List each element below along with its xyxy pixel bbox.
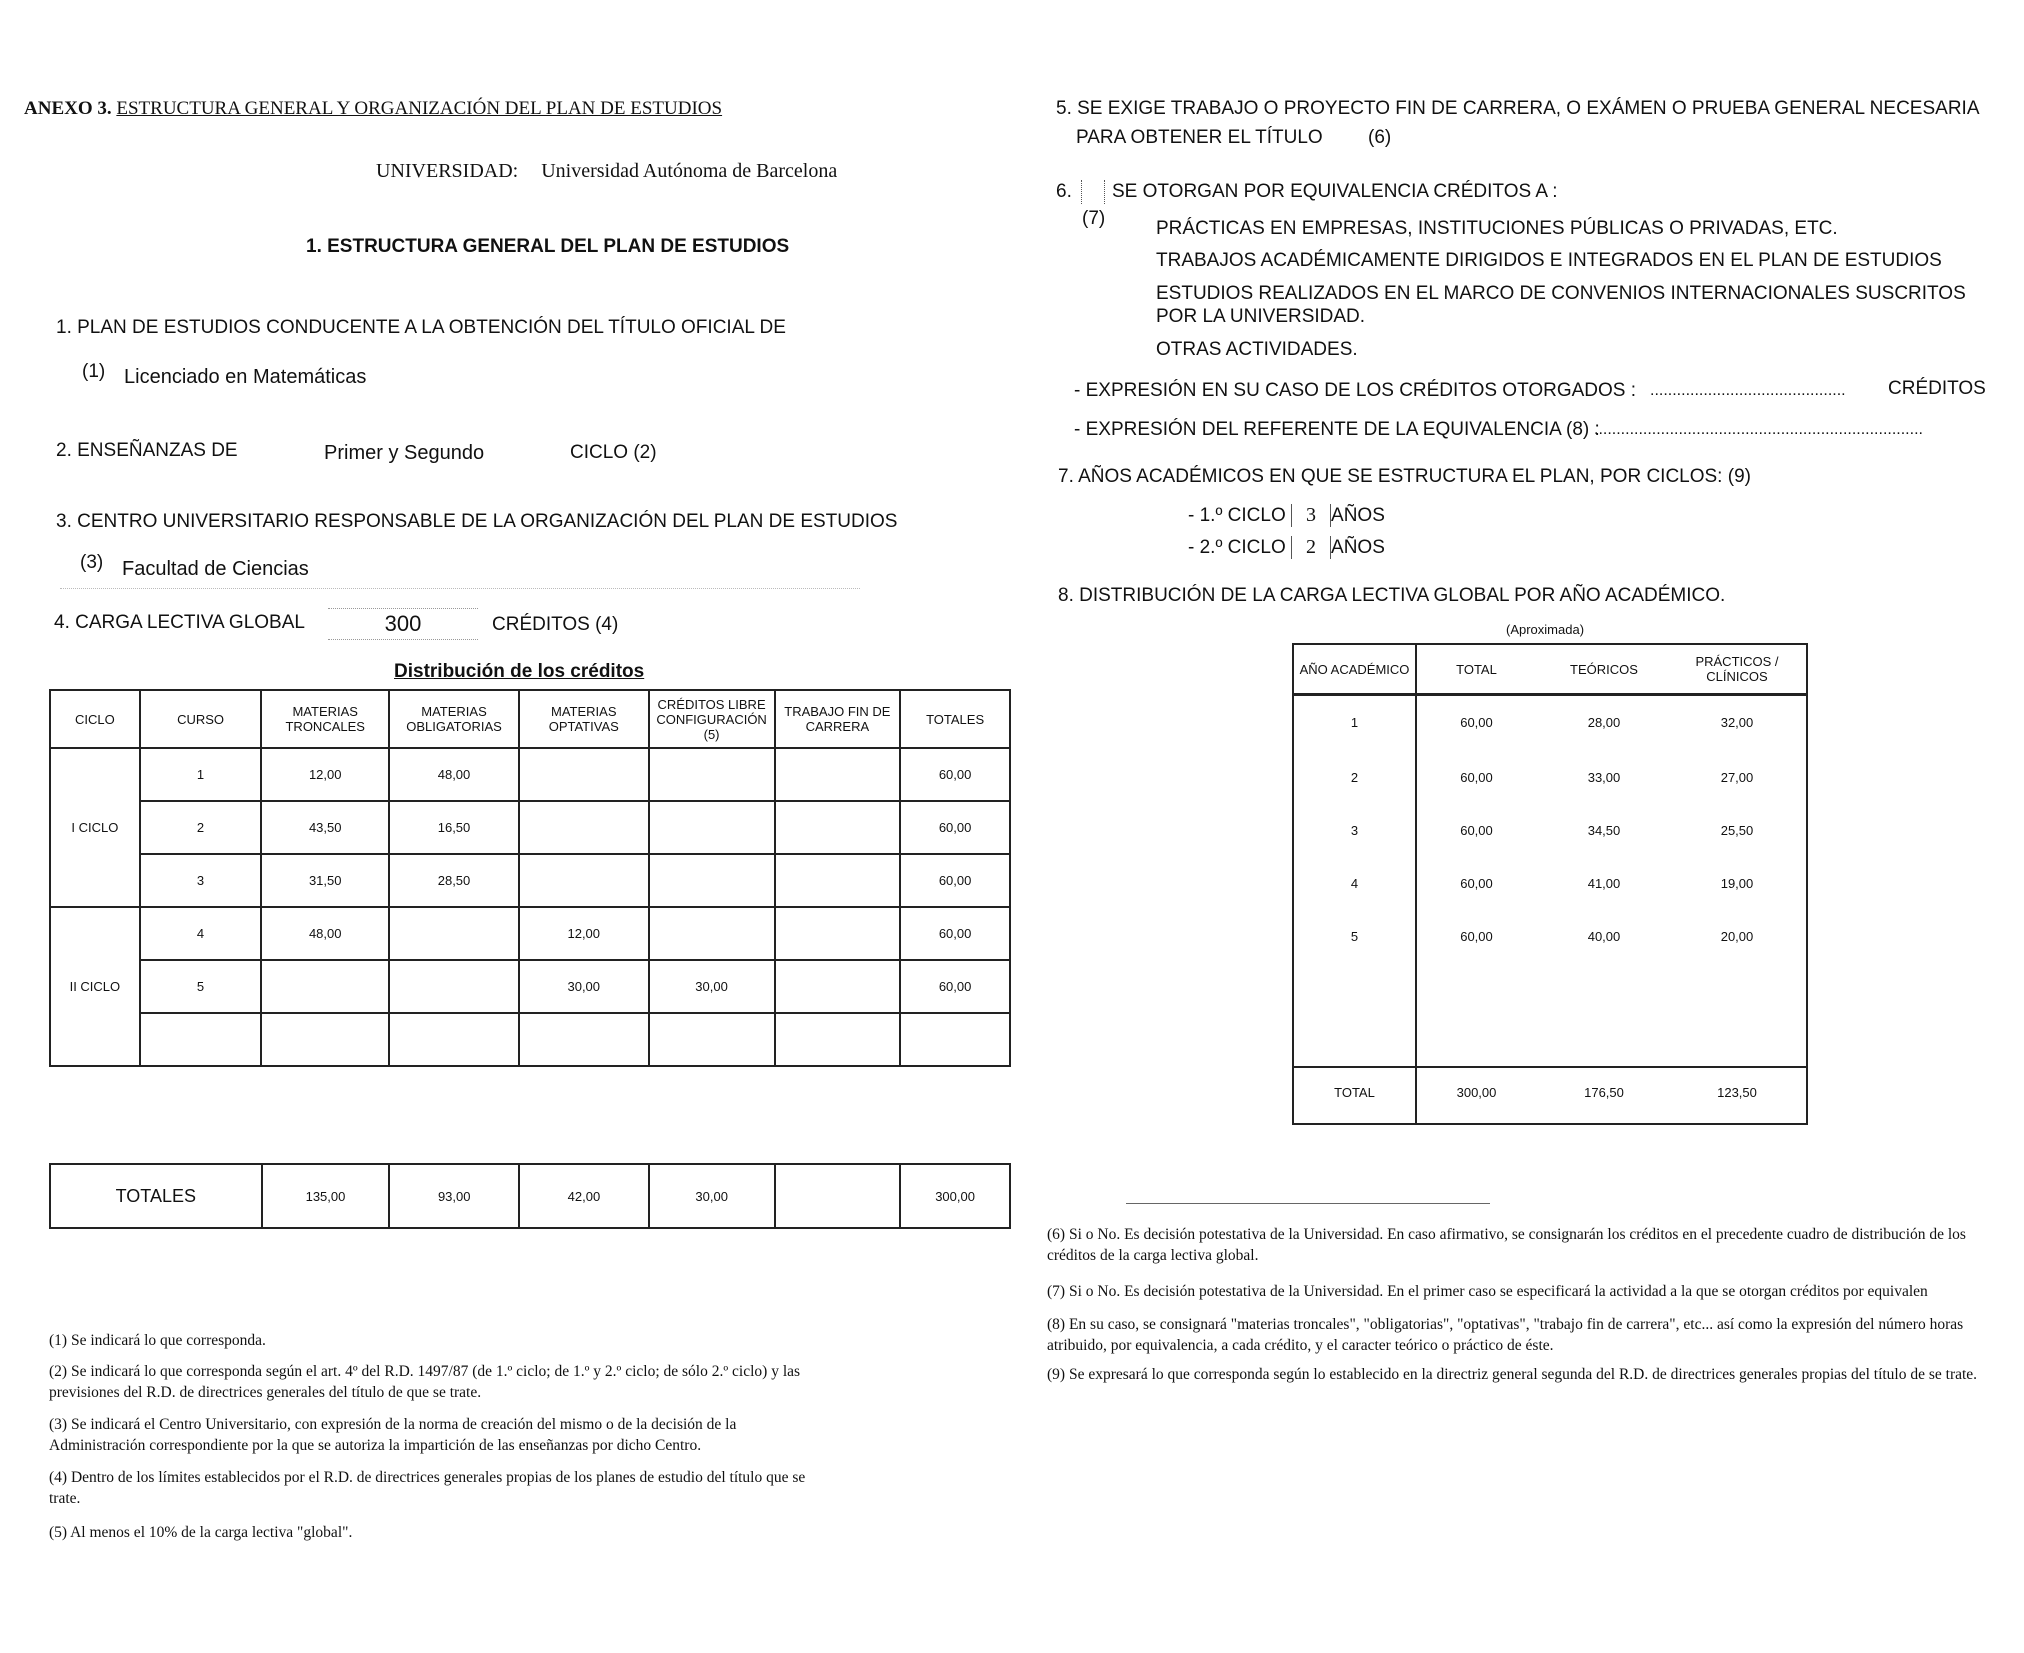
annex-prefix: ANEXO 3. [24, 98, 112, 119]
anio-cell: 3 [1350, 823, 1359, 838]
anio-header-row [1294, 645, 1804, 693]
table-row [1294, 804, 1804, 857]
totals-row [50, 1164, 1010, 1228]
trabajo-cell [775, 907, 901, 960]
item1-note: (1) [82, 361, 106, 382]
libre-cell [649, 907, 775, 960]
expr1-dots: ............................................ [1650, 382, 1846, 399]
anio-header-teoricos: TEÓRICOS [1570, 661, 1638, 677]
obligatorias-cell: 48,00 [389, 748, 519, 801]
ciclo1-value: 3 [1291, 504, 1331, 527]
libre-cell: 30,00 [649, 960, 775, 1013]
trabajo-cell [775, 748, 901, 801]
total-cell: 60,00 [1460, 929, 1493, 944]
teoricos-cell: 33,00 [1587, 770, 1621, 785]
teoricos-cell: 40,00 [1587, 929, 1621, 944]
option-otras: OTRAS ACTIVIDADES. [1156, 339, 1358, 360]
item5-line2: PARA OBTENER EL TÍTULO [1076, 127, 1323, 148]
libre-cell [649, 748, 775, 801]
optativas-cell: 12,00 [519, 907, 649, 960]
university-label: UNIVERSIDAD: [376, 160, 519, 182]
table-row [1294, 751, 1804, 804]
troncales-cell: 31,50 [261, 854, 389, 907]
totales-cell: 60,00 [900, 854, 1010, 907]
practicos-cell: 19,00 [1720, 876, 1754, 891]
trabajo-cell [775, 960, 901, 1013]
expr2-label: - EXPRESIÓN DEL REFERENTE DE LA EQUIVALENCIA (8) : [1074, 419, 1600, 440]
table-row [50, 748, 1010, 801]
curso-cell: 5 [140, 960, 262, 1013]
ciclo1-label: - 1.º CICLO [1188, 505, 1286, 526]
practicos-cell: 27,00 [1720, 770, 1754, 785]
section-title: 1. ESTRUCTURA GENERAL DEL PLAN DE ESTUDIOS [306, 236, 790, 257]
header-totales: TOTALES [900, 690, 1010, 748]
anio-cell: 4 [1350, 876, 1359, 891]
ciclo1-row [1188, 504, 1385, 527]
totals-totales: 300,00 [900, 1164, 1010, 1228]
totales-cell: 60,00 [900, 801, 1010, 854]
totals-label: TOTALES [50, 1164, 262, 1228]
table-row [50, 854, 1010, 907]
header-libre: CRÉDITOS LIBRE CONFIGURACIÓN (5) [649, 690, 775, 748]
troncales-cell: 43,50 [261, 801, 389, 854]
anio-table [1294, 645, 1804, 1119]
table-header-row [50, 690, 1010, 748]
anio-header-anio: AÑO ACADÉMICO [1299, 661, 1410, 677]
ciclo-1-cell: I CICLO [50, 748, 140, 907]
libre-cell [649, 801, 775, 854]
footnote-3: (3) Se indicará el Centro Universitario, con expresión de la norma de creación del mismo o de la decisión de la Administración correspondiente por la que se autoriza la impartición de las enseñanzas por dicho Centro. [49, 1416, 737, 1454]
item6-num: 6. [1056, 181, 1072, 202]
ciclo2-row [1188, 536, 1385, 559]
item3-note: (3) [80, 552, 104, 573]
option-estudios-2: POR LA UNIVERSIDAD. [1156, 306, 1366, 327]
libre-cell [649, 854, 775, 907]
university-line [376, 160, 837, 183]
item5-note: (6) [1368, 127, 1392, 148]
item2-value: Primer y Segundo [324, 442, 485, 464]
item3-value: Facultad de Ciencias [122, 558, 309, 580]
item2-suffix: CICLO (2) [570, 442, 657, 463]
teoricos-cell: 41,00 [1587, 876, 1621, 891]
troncales-cell [261, 960, 389, 1013]
anio-total-label: TOTAL [1334, 1084, 1375, 1100]
table-row [50, 801, 1010, 854]
totals-optativas: 42,00 [519, 1164, 649, 1228]
footnote-separator [1126, 1203, 1490, 1204]
totals-obligatorias: 93,00 [389, 1164, 519, 1228]
totals-troncales: 135,00 [262, 1164, 390, 1228]
anio-cell: 2 [1350, 770, 1359, 785]
annex-heading [24, 98, 722, 120]
item2-label: 2. ENSEÑANZAS DE [56, 440, 238, 461]
expr1-label: - EXPRESIÓN EN SU CASO DE LOS CRÉDITOS OTORGADOS : [1074, 380, 1637, 401]
totales-cell: 60,00 [900, 960, 1010, 1013]
distribution-table [49, 689, 1011, 1067]
header-obligatorias: MATERIAS OBLIGATORIAS [389, 690, 519, 748]
totals-table [49, 1163, 1011, 1229]
total-cell: 60,00 [1460, 876, 1493, 891]
obligatorias-cell: 28,50 [389, 854, 519, 907]
anio-cell: 5 [1350, 929, 1359, 944]
item1-value: Licenciado en Matemáticas [124, 366, 367, 388]
item6-text: SE OTORGAN POR EQUIVALENCIA CRÉDITOS A : [1112, 181, 1558, 202]
table-row [1294, 857, 1804, 910]
footnote-5: (5) Al menos el 10% de la carga lectiva "global". [49, 1524, 353, 1541]
table-row [1294, 693, 1804, 751]
option-practicas: PRÁCTICAS EN EMPRESAS, INSTITUCIONES PÚBLICAS O PRIVADAS, ETC. [1156, 218, 1838, 239]
curso-cell: 4 [140, 907, 262, 960]
table-row [1294, 910, 1804, 963]
teoricos-cell: 34,50 [1587, 823, 1621, 838]
table-row [50, 960, 1010, 1013]
option-estudios: ESTUDIOS REALIZADOS EN EL MARCO DE CONVENIOS INTERNACIONALES SUSCRITOS [1156, 283, 1966, 304]
total-cell: 60,00 [1460, 714, 1493, 730]
item1-text: 1. PLAN DE ESTUDIOS CONDUCENTE A LA OBTENCIÓN DEL TÍTULO OFICIAL DE [56, 317, 786, 338]
total-cell: 60,00 [1460, 770, 1493, 785]
expr2-dots: .......................................................................... [1594, 421, 1923, 438]
obligatorias-cell [389, 907, 519, 960]
anio-total-row [1294, 1065, 1804, 1119]
optativas-cell [519, 801, 649, 854]
divider [60, 588, 860, 589]
header-curso: CURSO [140, 690, 262, 748]
anio-total-teoricos: 176,50 [1584, 1084, 1624, 1100]
troncales-cell: 12,00 [261, 748, 389, 801]
table-row [50, 907, 1010, 960]
anos-label: AÑOS [1331, 505, 1385, 526]
obligatorias-cell [389, 960, 519, 1013]
totals-libre: 30,00 [649, 1164, 775, 1228]
table-row-empty [1294, 963, 1804, 1065]
trabajo-cell [775, 801, 901, 854]
anos-label: AÑOS [1331, 537, 1385, 558]
option-trabajos: TRABAJOS ACADÉMICAMENTE DIRIGIDOS E INTEGRADOS EN EL PLAN DE ESTUDIOS [1156, 250, 1942, 271]
curso-cell: 1 [140, 748, 262, 801]
totals-trabajo [775, 1164, 901, 1228]
annex-title: ESTRUCTURA GENERAL Y ORGANIZACIÓN DEL PLAN DE ESTUDIOS [116, 98, 723, 119]
optativas-cell: 30,00 [519, 960, 649, 1013]
optativas-cell [519, 748, 649, 801]
footnote-7: (7) Si o No. Es decisión potestativa de la Universidad. En el primer caso se especificará la actividad a la que se otorgan créditos por equivalen [1047, 1283, 1928, 1300]
footnote-2: (2) Se indicará lo que corresponda según el art. 4º del R.D. 1497/87 (de 1.º ciclo; de 1.º y 2.º ciclo; de sólo 2.º ciclo) y las previsiones del R.D. de directrices generales del título de que se trate. [49, 1363, 801, 1401]
ciclo2-label: - 2.º CICLO [1188, 537, 1286, 558]
totales-cell: 60,00 [900, 748, 1010, 801]
expr1-suffix: CRÉDITOS [1888, 378, 1986, 399]
header-ciclo: CICLO [50, 690, 140, 748]
item8-text: 8. DISTRIBUCIÓN DE LA CARGA LECTIVA GLOBAL POR AÑO ACADÉMICO. [1058, 585, 1726, 606]
optativas-cell [519, 854, 649, 907]
ciclo2-value: 2 [1291, 536, 1331, 559]
header-optativas: MATERIAS OPTATIVAS [519, 690, 649, 748]
item7-text: 7. AÑOS ACADÉMICOS EN QUE SE ESTRUCTURA EL PLAN, POR CICLOS: (9) [1058, 466, 1751, 487]
table-row-empty [50, 1013, 1010, 1066]
footnote-9: (9) Se expresará lo que corresponda según lo establecido en la directriz general segunda del R.D. de directrices generales propias del título de se trate. [1047, 1366, 1978, 1383]
footnote-8: (8) En su caso, se consignará "materias troncales", "obligatorias", "optativas", "trabajo fin de carrera", etc... así como la expresión del número horas atribuido, por equivalencia, a cada crédito, y el caracter teórico o práctico de éste. [1047, 1316, 1964, 1354]
header-troncales: MATERIAS TRONCALES [261, 690, 389, 748]
anio-cell: 1 [1350, 714, 1359, 730]
ciclo-2-cell: II CICLO [50, 907, 140, 1066]
teoricos-cell: 28,00 [1587, 714, 1621, 730]
item4-value: 300 [328, 608, 478, 640]
totales-cell: 60,00 [900, 907, 1010, 960]
anio-header-total: TOTAL [1456, 661, 1497, 677]
practicos-cell: 20,00 [1720, 929, 1754, 944]
practicos-cell: 32,00 [1720, 714, 1754, 730]
curso-cell: 2 [140, 801, 262, 854]
total-cell: 60,00 [1460, 823, 1493, 838]
item4-label: 4. CARGA LECTIVA GLOBAL [54, 612, 305, 633]
footnote-4: (4) Dentro de los límites establecidos por el R.D. de directrices generales propias de los planes de estudio del título que se trate. [49, 1469, 806, 1507]
dist-title: Distribución de los créditos [394, 661, 645, 682]
aprox-label: (Aproximada) [1506, 622, 1585, 637]
item6-note: (7) [1082, 208, 1106, 229]
item6-checkbox[interactable] [1081, 180, 1105, 204]
anio-total-total: 300,00 [1456, 1084, 1497, 1100]
practicos-cell: 25,50 [1720, 823, 1754, 838]
footnote-6: (6) Si o No. Es decisión potestativa de la Universidad. En caso afirmativo, se consignarán los créditos en el precedente cuadro de distribución de los créditos de la carga lectiva global. [1047, 1226, 1966, 1264]
obligatorias-cell: 16,50 [389, 801, 519, 854]
item4-suffix: CRÉDITOS (4) [492, 614, 619, 635]
curso-cell: 3 [140, 854, 262, 907]
troncales-cell: 48,00 [261, 907, 389, 960]
anio-header-practicos: PRÁCTICOS / CLÍNICOS [1695, 654, 1779, 684]
item5-line1: 5. SE EXIGE TRABAJO O PROYECTO FIN DE CARRERA, O EXÁMEN O PRUEBA GENERAL NECESARIA [1056, 98, 1980, 119]
university-value: Universidad Autónoma de Barcelona [541, 160, 838, 182]
footnote-1: (1) Se indicará lo que corresponda. [49, 1332, 266, 1349]
trabajo-cell [775, 854, 901, 907]
header-trabajo: TRABAJO FIN DE CARRERA [775, 690, 901, 748]
item3-text: 3. CENTRO UNIVERSITARIO RESPONSABLE DE LA ORGANIZACIÓN DEL PLAN DE ESTUDIOS [56, 511, 898, 532]
anio-total-practicos: 123,50 [1717, 1084, 1757, 1100]
